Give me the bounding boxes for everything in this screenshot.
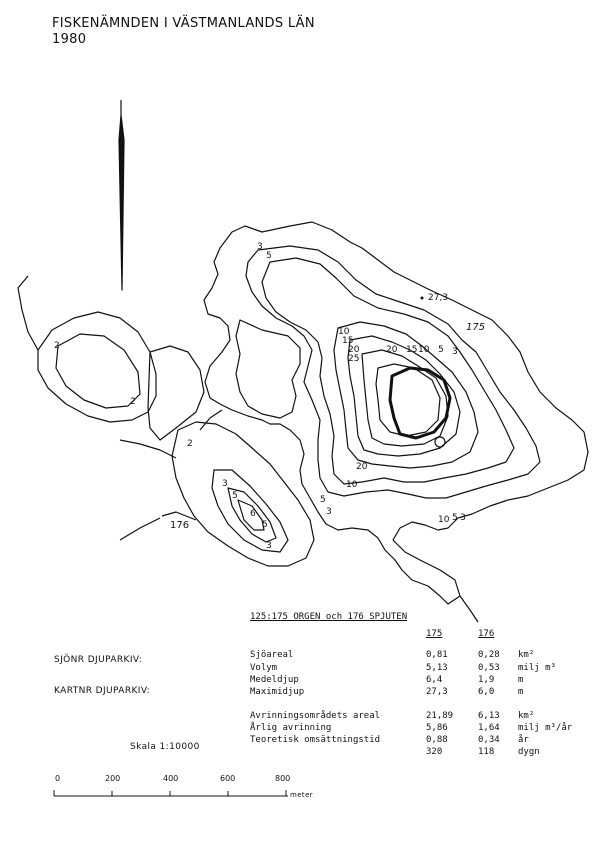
table-row: Volym 5,13 0,53 milj m³ [250,663,556,673]
scale-tick: 600 [220,774,236,783]
svg-text:5: 5 [438,345,444,355]
svg-text:3: 3 [460,513,466,523]
svg-text:20: 20 [356,462,368,472]
svg-text:2: 2 [54,341,60,351]
svg-text:25: 25 [348,354,360,364]
svg-text:5: 5 [320,495,326,505]
svg-text:10: 10 [418,345,430,355]
table-title: 125:175 ORGEN och 176 SPJUTEN [250,612,408,622]
svg-text:10: 10 [338,327,350,337]
table-row: Medeldjup 6,4 1,9 m [250,675,524,685]
svg-text:15: 15 [342,336,354,346]
scale-tick: 0 [55,774,61,783]
svg-text:5: 5 [262,520,268,530]
scale-unit: meter [290,791,314,799]
table-row: Maximidjup 27,3 6,0 m [250,687,524,697]
svg-text:3: 3 [452,347,458,357]
scale-label: Skala 1:10000 [130,742,200,752]
svg-text:15: 15 [406,345,418,355]
svg-text:6: 6 [250,509,256,519]
column-header-176: 176 [478,629,495,639]
svg-text:176: 176 [170,520,190,531]
svg-text:5: 5 [266,251,272,261]
organization-title: FISKENÄMNDEN I VÄSTMANLANDS LÄN [52,16,315,31]
table-row: Teoretisk omsättningstid 0,88 0,34 år [250,735,529,745]
north-arrow-icon [119,100,124,290]
svg-text:5: 5 [232,491,238,501]
kartnr-label: KARTNR DJUPARKIV: [54,686,151,696]
svg-text:10: 10 [346,480,358,490]
svg-text:2: 2 [130,397,136,407]
svg-text:5: 5 [452,513,458,523]
scale-tick: 200 [105,774,121,783]
svg-text:2: 2 [187,439,193,449]
map-year: 1980 [52,32,87,47]
scale-tick: 800 [275,774,291,783]
scale-bar [52,788,292,800]
scale-tick: 400 [163,774,179,783]
island [390,368,450,438]
lake-175-shoreline [204,222,588,604]
column-header-175: 175 [426,629,443,639]
lake-176-shoreline [172,422,314,566]
svg-text:3: 3 [266,541,272,551]
sjonr-label: SJÖNR DJUPARKIV: [54,655,143,665]
table-row: 320 118 dygn [426,747,540,757]
svg-text:20: 20 [386,345,398,355]
table-row: Avrinningsområdets areal 21,89 6,13 km² [250,711,535,721]
svg-text:27,3: 27,3 [428,293,449,303]
svg-text:3: 3 [222,479,228,489]
svg-text:20: 20 [348,345,360,355]
svg-text:3: 3 [326,507,332,517]
table-row: Årlig avrinning 5,86 1,64 milj m³/år [250,723,573,733]
svg-text:10: 10 [438,515,450,525]
table-row: Sjöareal 0,81 0,28 km² [250,650,535,660]
svg-text:3: 3 [257,242,263,252]
svg-text:175: 175 [466,322,486,333]
